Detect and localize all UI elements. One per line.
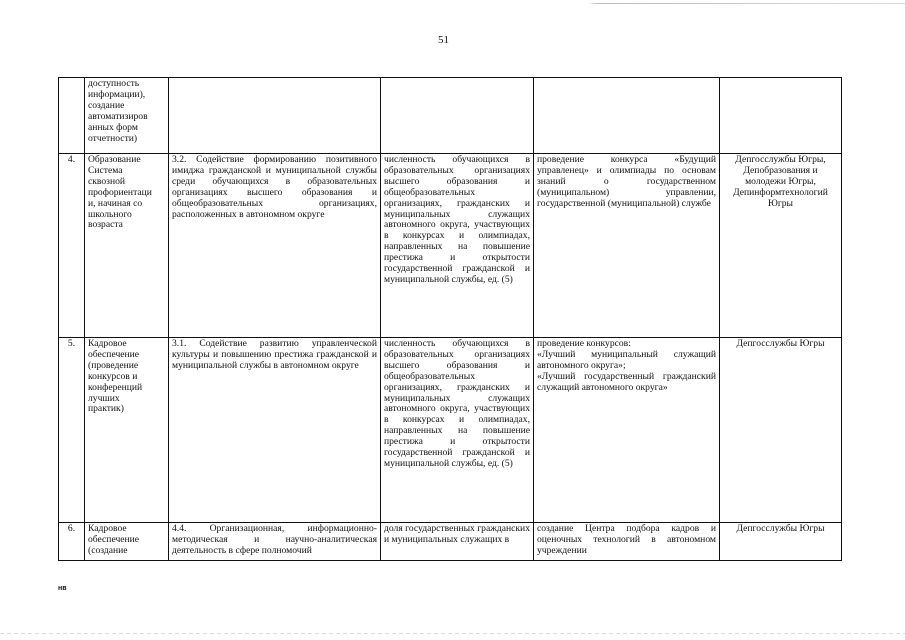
area-cell: Кадровое обеспечение (создание — [85, 523, 169, 561]
row-number: 6. — [59, 523, 85, 561]
executor-cell: Депгосслужбы Югры — [720, 523, 842, 561]
table-row — [59, 338, 842, 523]
scan-edge-top — [0, 3, 905, 4]
table-row — [59, 154, 842, 338]
program-table — [58, 77, 842, 561]
row-number: 5. — [59, 338, 85, 523]
scan-edge-bottom — [0, 633, 905, 634]
indicator-cell: численность обучающихся в образовательных организациях высшего образования и общеобразовательных организациях, гражданских и муниципальных служащих автономного округа, участвующих в конкурсах и олимпиадах, направленных на повышение престижа и открытости государственной гражданской и муниципальной службы, ед. (5) — [381, 338, 534, 523]
row-number — [59, 78, 85, 154]
measure-cell — [169, 78, 381, 154]
executor-cell: Депгосслужбы Югры, Депобразования и молодежи Югры, Депинформтехнологий Югры — [720, 154, 842, 338]
area-cell: доступность информации), создание автоматизиров анных форм отчетности) — [85, 78, 169, 154]
event-cell: создание Центра подбора кадров и оценочных технологий в автономном учреждении — [534, 523, 720, 561]
event-cell: проведение конкурса «Будущий управленец» и олимпиады по основам знаний о государственном (муниципальном) управлении, государственной (муниципальной) службе — [534, 154, 720, 338]
area-cell: Образование Система сквозной профориентаци и, начиная со школьного возраста — [85, 154, 169, 338]
area-cell: Кадровое обеспечение (проведение конкурсов и конференций лучших практик) — [85, 338, 169, 523]
indicator-cell: численность обучающихся в образовательных организациях высшего образования и общеобразовательных организациях, гражданских и муниципальных служащих автономного округа, участвующих в конкурсах и олимпиадах, направленных на повышение престижа и открытости государственной гражданской и муниципальной службы, ед. (5) — [381, 154, 534, 338]
row-number: 4. — [59, 154, 85, 338]
executor-cell: Депгосслужбы Югры — [720, 338, 842, 523]
table-row — [59, 523, 842, 561]
measure-cell: 4.4. Организационная, информационно-методическая и научно-аналитическая деятельность в сфере полномочий — [169, 523, 381, 561]
measure-cell: 3.2. Содействие формированию позитивного имиджа гражданской и муниципальной службы среди обучающихся в образовательных организациях высшего образования и общеобразовательных организациях, расположенных в автономном округе — [169, 154, 381, 338]
indicator-cell — [381, 78, 534, 154]
page-number: 51 — [438, 34, 449, 46]
indicator-cell: доля государственных гражданских и муниципальных служащих в — [381, 523, 534, 561]
footer-mark: нв — [58, 585, 67, 592]
table-row — [59, 78, 842, 154]
event-cell — [534, 78, 720, 154]
measure-cell: 3.1. Содействие развитию управленческой культуры и повышению престижа гражданской и муниципальной службы в автономном округе — [169, 338, 381, 523]
executor-cell — [720, 78, 842, 154]
event-cell: проведение конкурсов: «Лучший муниципальный служащий автономного округа»; «Лучший государственный гражданский служащий автономного округа» — [534, 338, 720, 523]
